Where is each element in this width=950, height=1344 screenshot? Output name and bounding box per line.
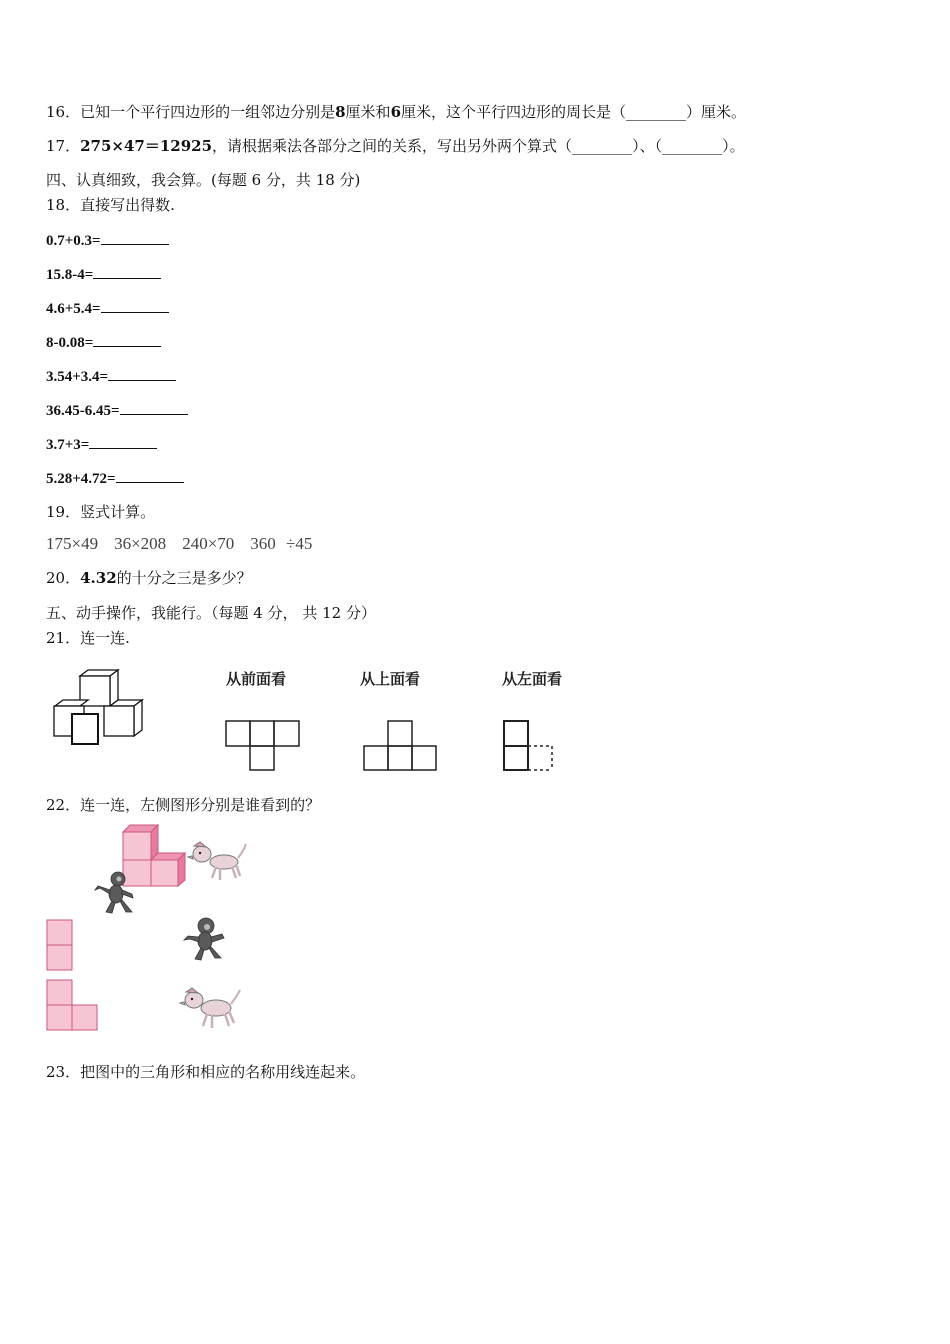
q16-text-b: 厘米和 bbox=[345, 103, 391, 121]
question-18-title: 18．直接写出得数. bbox=[46, 196, 175, 214]
q17-expression: 275×47＝12925 bbox=[80, 137, 213, 155]
q16-text-d: ）厘米。 bbox=[686, 103, 747, 121]
answer-blank[interactable] bbox=[89, 434, 157, 449]
q16-text-c: 厘米，这个平行四边形的周长是（ bbox=[401, 103, 627, 121]
q18-item bbox=[46, 434, 157, 455]
q16-number: 16． bbox=[46, 103, 81, 121]
top-view-shape bbox=[363, 720, 439, 772]
cube-arrangement-figure bbox=[50, 668, 150, 748]
q18-item bbox=[46, 230, 169, 251]
q20-number: 20． bbox=[46, 569, 81, 587]
section-5-title: 五、动手操作，我能行。（每题 4 分， 共 12 分） bbox=[46, 604, 376, 622]
monkey-icon bbox=[92, 870, 136, 916]
question-16 bbox=[46, 102, 746, 122]
q17-text-a: ，请根据乘法各部分之间的关系，写出另外两个算式（ bbox=[212, 137, 573, 155]
q17-blank-2[interactable]: ________ bbox=[662, 137, 723, 155]
view-label-front: 从前面看 bbox=[226, 670, 287, 688]
answer-blank[interactable] bbox=[93, 332, 161, 347]
question-21-title: 21．连一连. bbox=[46, 629, 130, 647]
q19-problem: 36×208 bbox=[114, 534, 167, 553]
q17-number: 17． bbox=[46, 137, 81, 155]
vertical-squares-view bbox=[46, 919, 74, 973]
question-22-title: 22．连一连，左侧图形分别是谁看到的？ bbox=[46, 796, 321, 814]
view-label-left: 从左面看 bbox=[502, 670, 563, 688]
answer-blank[interactable] bbox=[101, 298, 169, 313]
dog-icon bbox=[190, 840, 248, 882]
question-19-title: 19．竖式计算。 bbox=[46, 503, 156, 521]
q18-item bbox=[46, 332, 161, 353]
q18-expression: 8-0.08= bbox=[46, 335, 94, 351]
answer-blank[interactable] bbox=[108, 366, 176, 381]
q20-text: 的十分之三是多少？ bbox=[116, 569, 252, 587]
q18-expression: 15.8-4= bbox=[46, 267, 94, 283]
answer-blank[interactable] bbox=[120, 400, 188, 415]
monkey-icon bbox=[182, 916, 226, 962]
q20-value: 4.32 bbox=[80, 569, 117, 587]
q18-item bbox=[46, 264, 161, 285]
q19-problem: 240×70 bbox=[182, 534, 235, 553]
q17-text-b: ）、（ bbox=[632, 137, 663, 155]
q18-item bbox=[46, 298, 169, 319]
q18-item bbox=[46, 400, 188, 421]
q19-problem: 175×49 bbox=[46, 534, 99, 553]
answer-blank[interactable] bbox=[93, 264, 161, 279]
q16-blank[interactable]: ________ bbox=[626, 103, 687, 121]
front-view-shape bbox=[225, 720, 301, 772]
answer-blank[interactable] bbox=[116, 468, 184, 483]
q18-expression: 3.54+3.4= bbox=[46, 369, 109, 385]
section-4-title: 四、认真细致，我会算。(每题 6 分，共 18 分) bbox=[46, 171, 361, 189]
q17-blank-1[interactable]: ________ bbox=[572, 137, 633, 155]
question-23-title: 23．把图中的三角形和相应的名称用线连起来。 bbox=[46, 1063, 366, 1081]
q19-problem: 360 ÷45 bbox=[250, 534, 313, 553]
q19-problems bbox=[46, 534, 328, 554]
q16-n1: 8 bbox=[335, 103, 346, 121]
question-17 bbox=[46, 136, 745, 156]
q18-item bbox=[46, 468, 184, 489]
q18-expression: 0.7+0.3= bbox=[46, 233, 101, 249]
left-view-shape bbox=[503, 720, 555, 772]
view-label-top: 从上面看 bbox=[360, 670, 421, 688]
q16-text-a: 已知一个平行四边形的一组邻边分别是 bbox=[80, 103, 336, 121]
q18-item bbox=[46, 366, 176, 387]
q18-expression: 4.6+5.4= bbox=[46, 301, 101, 317]
q18-expression: 5.28+4.72= bbox=[46, 471, 116, 487]
q16-n2: 6 bbox=[390, 103, 401, 121]
q18-expression: 36.45-6.45= bbox=[46, 403, 120, 419]
dog-icon bbox=[182, 986, 242, 1030]
q18-expression: 3.7+3= bbox=[46, 437, 90, 453]
answer-blank[interactable] bbox=[101, 230, 169, 245]
question-20 bbox=[46, 568, 252, 588]
l-shape-view bbox=[46, 979, 100, 1033]
q17-text-c: ）。 bbox=[722, 137, 745, 155]
